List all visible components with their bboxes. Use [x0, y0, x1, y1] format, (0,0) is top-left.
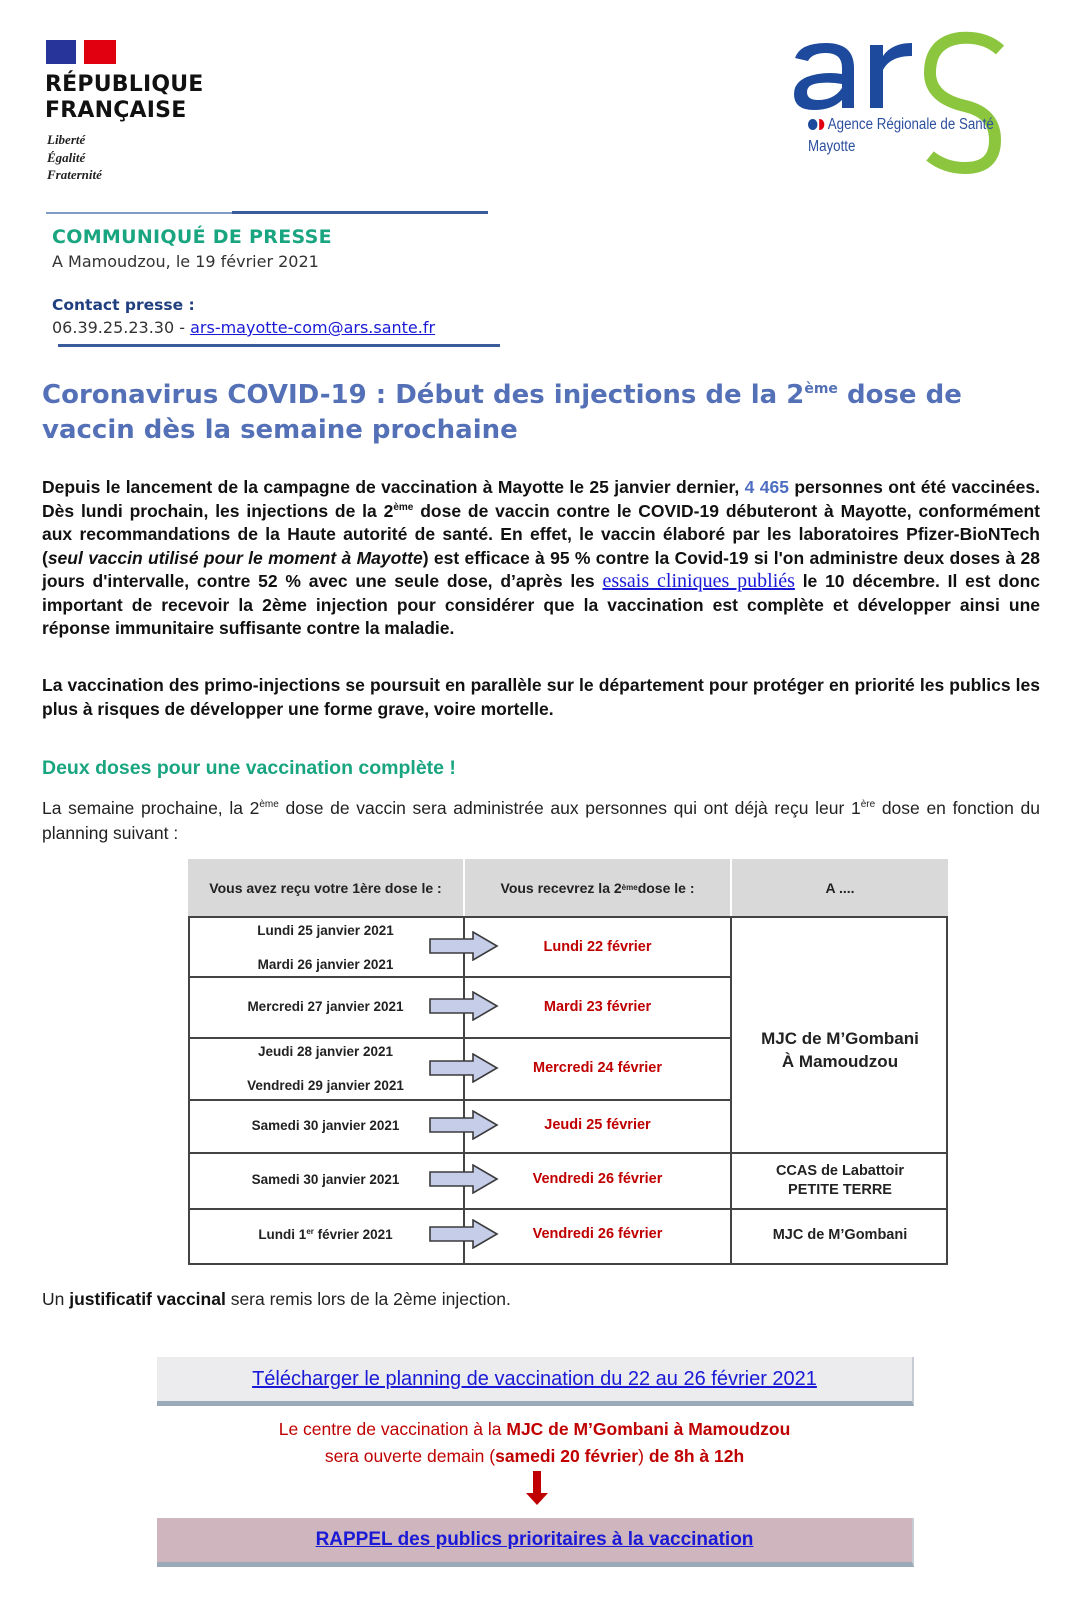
p1-text-c: dose de vaccin contre le COVID-19 débuteront à Mayotte, conformément aux recommandations de la Haute autorité de santé. En effet, le vaccin élaboré par les laboratoires Pfizer-BioNTech ( — [42, 500, 1040, 568]
intro-b: dose de vaccin sera administrée aux personnes qui ont déjà reçu leur 1 — [278, 798, 861, 818]
rappel-box — [157, 1518, 914, 1567]
ars-logo — [790, 28, 1050, 183]
clinical-trials-link[interactable]: essais cliniques publiés — [602, 570, 795, 592]
second-dose-date: Jeudi 25 février — [544, 1117, 651, 1133]
ars-letter-a — [794, 43, 854, 110]
marianne-flag-logo — [46, 40, 116, 64]
arrow-right-icon — [429, 991, 499, 1021]
p1-text-e: le 10 décembre. Il est donc important de recevoir la 2ème injection pour considérer que la vaccination est complète et développer ainsi une réponse immunitaire suffisante contre la maladie. — [42, 571, 1040, 638]
table-row-line — [188, 1152, 948, 1154]
first-dose-date: Jeudi 28 janvier 2021 — [257, 1044, 394, 1059]
notice-line2 — [157, 1443, 912, 1470]
rappel-priority-publics-link[interactable]: RAPPEL des publics prioritaires à la vaccination — [315, 1529, 754, 1550]
republique-francaise-wordmark — [45, 72, 204, 124]
intro-sup1: ème — [259, 799, 279, 810]
first-dose-date: Lundi 25 janvier 2021 — [257, 923, 394, 938]
section-intro — [42, 796, 1040, 846]
second-dose-date: Mercredi 24 février — [533, 1060, 662, 1076]
section-title: Deux doses pour une vaccination complète ! — [42, 757, 456, 779]
p1-text-a: Depuis le lancement de la campagne de vaccination à Mayotte le 25 janvier dernier, — [42, 477, 745, 497]
second-dose-date: Vendredi 26 février — [532, 1171, 663, 1187]
notice-l2-bold2: de 8h à 12h — [648, 1446, 745, 1466]
second-dose-date: Mardi 23 février — [543, 999, 652, 1015]
r6-a: Lundi 1 — [258, 1227, 307, 1242]
body-paragraph-2: La vaccination des primo-injections se poursuit en parallèle sur le département pour protéger en priorité les publics les plus à risques de développer une forme grave, voire mortelle. — [42, 675, 1040, 719]
notice-l2-bold1: samedi 20 février — [495, 1446, 639, 1466]
press-contact-label: Contact presse : — [52, 296, 195, 314]
motto-egalite: Égalité — [47, 149, 86, 165]
table-border-right — [946, 916, 948, 1265]
first-dose-date: Mercredi 27 janvier 2021 — [247, 999, 404, 1014]
table-row-line — [188, 916, 948, 918]
th2-a: Vous recevrez la 2 — [500, 879, 622, 896]
justif-bold: justificatif vaccinal — [69, 1289, 226, 1309]
arrow-right-icon — [429, 1164, 499, 1194]
flag-blue — [46, 40, 76, 64]
body-paragraph-1 — [42, 476, 1040, 641]
ars-dot-icon — [808, 119, 817, 130]
vaccination-center-notice — [157, 1416, 912, 1470]
ars-agency-name — [808, 114, 994, 158]
motto-liberte: Liberté — [47, 132, 86, 147]
table-header-place: A .... — [732, 859, 948, 916]
p1-italic: seul vaccin utilisé pour le moment à Mayotte — [47, 547, 423, 568]
notice-l1-bold: MJC de M’Gombani à Mamoudzou — [506, 1419, 791, 1439]
arrow-right-icon — [429, 1219, 499, 1249]
first-dose-date: Mardi 26 janvier 2021 — [257, 957, 394, 972]
table-row-line — [188, 1099, 732, 1101]
place-ccas-labattoir — [732, 1162, 948, 1200]
flag-red — [84, 40, 116, 64]
second-dose-date: Vendredi 26 février — [532, 1226, 663, 1242]
r6-b: février 2021 — [313, 1227, 393, 1242]
table-col-divider-1 — [463, 916, 465, 1265]
place-mjc-line1: MJC de M’Gombani — [761, 1029, 919, 1048]
notice-line1 — [157, 1416, 912, 1443]
title-sup: ème — [804, 381, 838, 397]
download-planning-link[interactable]: Télécharger le planning de vaccination du 22 au 26 février 2021 — [252, 1367, 817, 1390]
download-planning-box — [157, 1357, 914, 1406]
arrow-down-icon — [525, 1471, 549, 1505]
p1-text-d: ) est efficace à 95 % contre la Covid-19 si l'on administre deux doses à 28 jours d'intervalle, contre 52 % avec une seule dose, d’après les — [42, 547, 1040, 591]
p1-text-b: personnes ont été vaccinées. Dès lundi prochain, les injections de la 2 — [42, 477, 1040, 521]
press-contact-line — [52, 318, 435, 337]
notice-l2-a: sera ouverte demain ( — [324, 1446, 496, 1466]
place-mjc-gombani: MJC de M’Gombani — [772, 1227, 908, 1243]
second-dose-date: Lundi 22 février — [543, 939, 652, 955]
divider-top-dark — [232, 211, 488, 214]
title-part1: Coronavirus COVID-19 : Début des injections de la 2 — [42, 380, 805, 410]
ars-half-circle-icon — [819, 119, 824, 130]
justif-a: Un — [42, 1289, 70, 1309]
motto-fraternite: Fraternité — [47, 167, 102, 182]
first-dose-date: Vendredi 29 janvier 2021 — [247, 1078, 404, 1093]
republic-motto — [47, 131, 102, 184]
intro-sup2: ère — [860, 799, 876, 810]
press-release-label: COMMUNIQUÉ DE PRESSE — [52, 226, 332, 248]
arrow-right-icon — [429, 1053, 499, 1083]
divider-top-light — [46, 212, 232, 214]
press-phone: 06.39.25.23.30 - — [52, 318, 191, 337]
press-email-link[interactable]: ars-mayotte-com@ars.sante.fr — [190, 318, 436, 337]
ars-letter-r — [870, 43, 912, 108]
intro-c: dose en fonction du planning suivant : — [42, 798, 1041, 843]
republique-line1: RÉPUBLIQUE — [45, 72, 204, 97]
table-header-second-dose: Vous recevrez la 2 ème dose le : — [465, 859, 730, 916]
place-mjc-line2: À Mamoudzou — [781, 1052, 899, 1071]
table-row-line — [188, 1208, 948, 1210]
first-dose-date: Samedi 30 janvier 2021 — [251, 1118, 400, 1133]
table-border-bottom — [188, 1263, 948, 1265]
notice-l2-b: ) — [638, 1446, 649, 1466]
arrow-right-icon — [429, 931, 499, 961]
press-place-date: A Mamoudzou, le 19 février 2021 — [52, 252, 319, 271]
ars-agency-label: Agence Régionale de Santé — [827, 116, 994, 133]
notice-l1-a: Le centre de vaccination à la — [278, 1419, 507, 1439]
table-row-line — [188, 1037, 732, 1039]
republique-line2: FRANÇAISE — [45, 98, 187, 123]
intro-a: La semaine prochaine, la 2 — [42, 798, 260, 818]
arrow-right-icon — [429, 1110, 499, 1140]
table-row-line — [188, 976, 732, 978]
ars-region-label: Mayotte — [808, 138, 856, 155]
first-dose-date: Samedi 30 janvier 2021 — [251, 1172, 400, 1187]
justif-b: sera remis lors de la 2ème injection. — [225, 1289, 511, 1309]
vaccinated-count: 4 465 — [744, 477, 789, 497]
th2-b: dose le : — [637, 879, 695, 896]
table-header-first-dose: Vous avez reçu votre 1ère dose le : — [188, 859, 463, 916]
table-col-divider-2 — [730, 916, 732, 1265]
marianne-silhouette — [76, 40, 84, 64]
title-part2: dose de vaccin dès la semaine prochaine — [42, 380, 962, 445]
place-mjc-mamoudzou — [732, 1027, 948, 1073]
divider-bottom — [58, 344, 500, 347]
vaccination-schedule-table — [188, 859, 948, 1265]
r6-sup: er — [306, 1227, 314, 1236]
p1-sup: ème — [393, 501, 414, 513]
first-dose-date — [188, 1227, 463, 1242]
certificate-note — [42, 1289, 511, 1310]
place-ccas-line2: PETITE TERRE — [788, 1182, 892, 1198]
page-title — [42, 378, 1052, 448]
place-ccas-line1: CCAS de Labattoir — [775, 1163, 905, 1179]
